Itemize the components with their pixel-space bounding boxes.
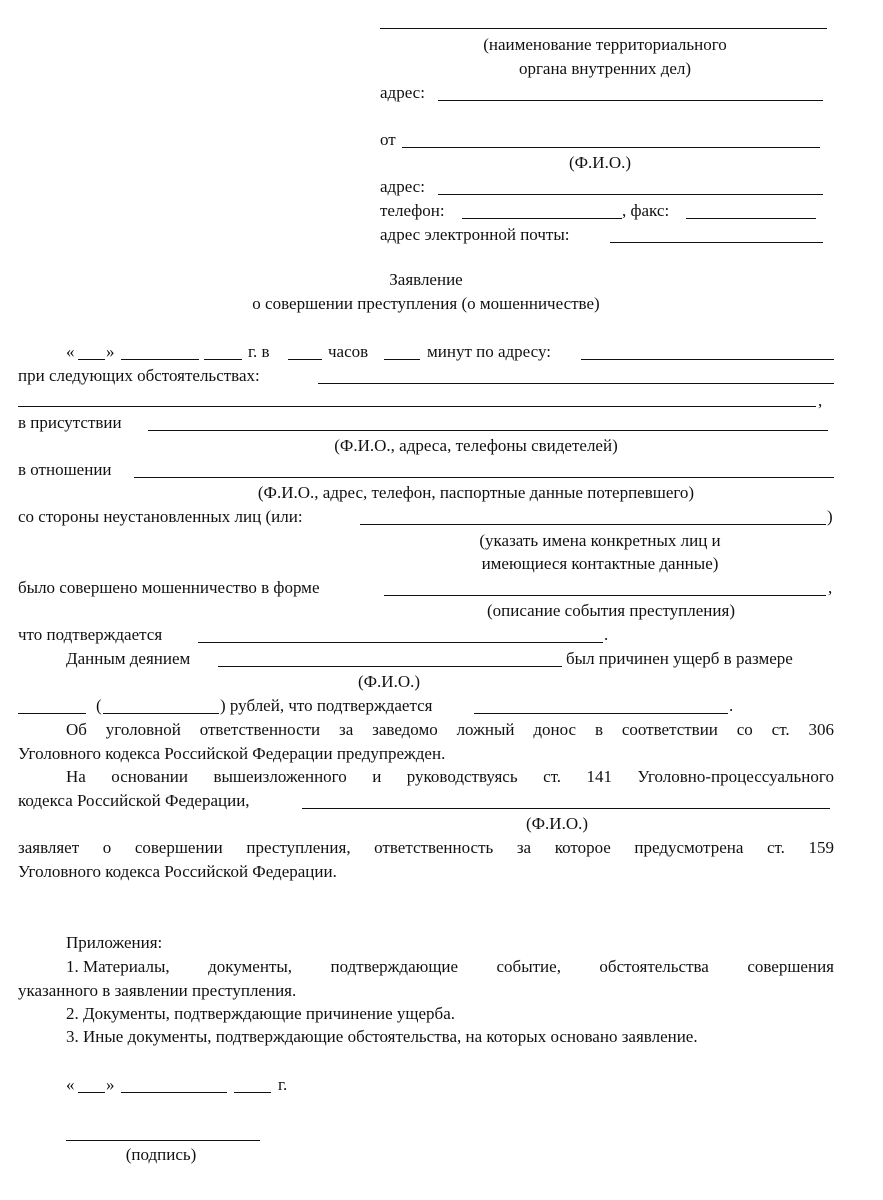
suspects-close-paren: ) [827,507,833,526]
word: со [736,720,753,739]
day-line[interactable] [78,359,105,360]
footer-month-line[interactable] [121,1092,227,1093]
word: преступления, [246,838,351,857]
word: за [339,720,354,739]
word: заведомо [372,720,438,739]
org-address-line[interactable] [438,100,823,101]
email-line[interactable] [610,242,823,243]
word: донос [533,720,577,739]
suspects-line[interactable] [360,524,826,525]
fax-label: , факс: [622,201,670,220]
applicant-address-line[interactable] [438,194,823,195]
confirmed-period: . [604,625,609,644]
hours-label: часов [328,342,369,361]
circumstances-line-1[interactable] [318,383,834,384]
declares-paragraph-line-1 [18,839,834,856]
amount-close-text: ) рублей, что подтверждается [220,696,433,715]
fraud-caption: (описание события преступления) [487,601,735,620]
declarant-line[interactable] [302,808,830,809]
word: совершении [134,838,223,857]
word: подтверждающие [330,957,459,976]
date-open-quote: « [66,342,75,361]
word: ответственности [199,720,321,739]
word: за [516,838,532,857]
word: и [372,767,382,786]
presence-label: в присутствии [18,413,122,432]
footer-date-close-quote: » [106,1075,115,1094]
word: событие, [496,957,561,976]
minutes-line[interactable] [384,359,420,360]
fraud-form-label: было совершено мошенничество в форме [18,578,320,597]
applicant-name-line[interactable] [402,147,820,148]
org-name-line[interactable] [380,28,827,29]
damage-suffix: был причинен ущерб в размере [566,649,793,668]
word: 159 [808,838,834,857]
attachment-item-1-line-2: указанного в заявлении преступления. [18,981,297,1000]
amount-words-line[interactable] [103,713,219,714]
witnesses-caption: (Ф.И.О., адреса, телефоны свидетелей) [334,436,618,455]
attachment-item-2: 2. Документы, подтверждающие причинение ущерба. [66,1004,455,1023]
circumstances-label: при следующих обстоятельствах: [18,366,260,385]
signature-caption: (подпись) [125,1145,197,1164]
year-line[interactable] [204,359,242,360]
org-caption-2: органа внутренних дел) [518,59,692,78]
offender-caption: (Ф.И.О.) [357,672,421,691]
date-close-quote: » [106,342,115,361]
victim-line[interactable] [134,477,834,478]
declarant-caption: (Ф.И.О.) [525,814,589,833]
offender-line[interactable] [218,666,562,667]
fax-line[interactable] [686,218,816,219]
word: основании [111,767,188,786]
attachment-item-1-line-1 [66,958,834,975]
attachment-item-3: 3. Иные документы, подтверждающие обстоятельства, на которых основано заявление. [66,1027,698,1046]
hours-line[interactable] [288,359,322,360]
word: о [102,838,112,857]
month-line[interactable] [121,359,199,360]
word: уголовной [105,720,181,739]
amount-digits-line[interactable] [18,713,86,714]
word: соответствии [621,720,718,739]
word: На [66,767,86,786]
liability-paragraph-line-1 [66,721,834,738]
attachments-heading: Приложения: [66,933,163,952]
word: Об [66,720,87,739]
basis-paragraph-line-2: кодекса Российской Федерации, [18,791,250,810]
footer-year-mark: г. [278,1075,288,1094]
word: 141 [586,767,612,786]
word: ст. [543,767,562,786]
witnesses-line[interactable] [148,430,828,431]
year-mark: г. в [248,342,270,361]
confirmation-line[interactable] [198,642,603,643]
incident-address-line[interactable] [581,359,834,360]
regarding-label: в отношении [18,460,112,479]
damage-prefix: Данным деянием [66,649,191,668]
word: ответственность [374,838,494,857]
unknown-persons-label: со стороны неустановленных лиц (или: [18,507,303,526]
phone-line[interactable] [462,218,622,219]
word: 1. Материалы, [66,957,170,976]
damage-proof-line[interactable] [474,713,728,714]
confirmed-label: что подтверждается [18,625,163,644]
phone-label: телефон: [380,201,445,220]
applicant-name-caption: (Ф.И.О.) [568,153,632,172]
word: ложный [456,720,515,739]
word: которое [554,838,611,857]
org-address-label: адрес: [380,83,425,102]
circumstances-comma: , [818,391,823,410]
word: Уголовно-процессуального [637,767,834,786]
word: ст. [771,720,790,739]
footer-year-line[interactable] [234,1092,271,1093]
word: руководствуясь [406,767,518,786]
suspects-caption-1: (указать имена конкретных лиц и [479,531,721,550]
declares-paragraph-line-2: Уголовного кодекса Российской Федерации. [18,862,337,881]
footer-date-open-quote: « [66,1075,75,1094]
word: заявляет [18,838,80,857]
victim-caption: (Ф.И.О., адрес, телефон, паспортные данные потерпевшего) [257,483,695,502]
from-label: от [380,130,396,149]
circumstances-line-2[interactable] [18,406,816,407]
word: вышеизложенного [213,767,347,786]
amount-open-paren: ( [96,696,102,715]
word: совершения [747,957,834,976]
email-label: адрес электронной почты: [380,225,570,244]
liability-paragraph-line-2: Уголовного кодекса Российской Федерации предупрежден. [18,744,446,763]
basis-paragraph-line-1 [66,768,834,785]
word: 306 [808,720,834,739]
word: документы, [208,957,293,976]
word: предусмотрена [634,838,744,857]
minutes-label: минут по адресу: [427,342,551,361]
applicant-address-label: адрес: [380,177,425,196]
fraud-comma: , [828,578,833,597]
document-subtitle: о совершении преступления (о мошенничестве) [252,294,600,313]
document-title: Заявление [389,270,463,289]
word: обстоятельства [599,957,709,976]
signature-line[interactable] [66,1140,260,1141]
fraud-description-line[interactable] [384,595,826,596]
word: в [594,720,603,739]
amount-period: . [729,696,734,715]
footer-day-line[interactable] [78,1092,105,1093]
word: ст. [766,838,785,857]
suspects-caption-2: имеющиеся контактные данные) [481,554,719,573]
org-caption-1: (наименование территориального [483,35,727,54]
